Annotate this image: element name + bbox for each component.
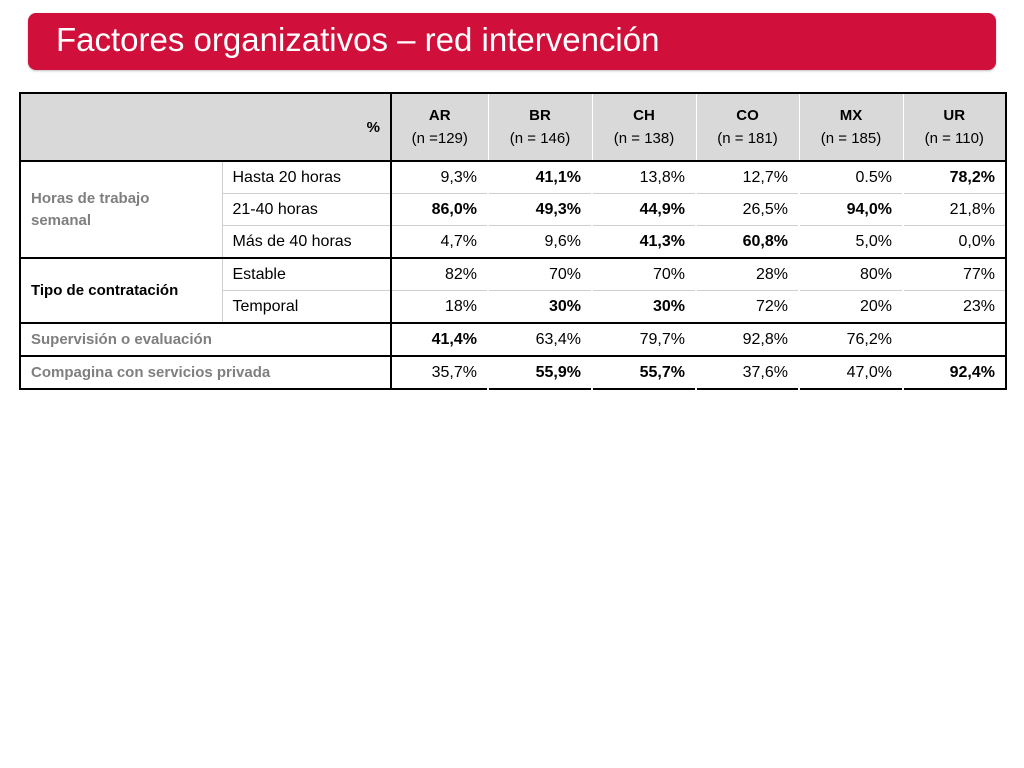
col-code-ch: CH: [592, 93, 696, 124]
row-label: Más de 40 horas: [222, 226, 391, 259]
percent-label: %: [20, 93, 391, 161]
group-label-tipo: Tipo de contratación: [20, 258, 222, 323]
cell-value: 55,9%: [488, 356, 592, 389]
row-label: 21-40 horas: [222, 194, 391, 226]
row-label: Hasta 20 horas: [222, 161, 391, 194]
col-n-ur: (n = 110): [903, 124, 1006, 161]
cell-value: 92,8%: [696, 323, 799, 356]
table-row: [20, 356, 1006, 389]
cell-value: 41,1%: [488, 161, 592, 194]
cell-value: 78,2%: [903, 161, 1006, 194]
cell-value: 77%: [903, 258, 1006, 291]
cell-value: 72%: [696, 291, 799, 324]
cell-value: 70%: [592, 258, 696, 291]
cell-value: 28%: [696, 258, 799, 291]
page-title: Factores organizativos – red intervención: [56, 21, 660, 58]
cell-value: 4,7%: [391, 226, 488, 259]
cell-value: 5,0%: [799, 226, 903, 259]
cell-value: 9,6%: [488, 226, 592, 259]
header-row-codes: [20, 93, 1006, 124]
col-code-co: CO: [696, 93, 799, 124]
cell-value: 80%: [799, 258, 903, 291]
cell-value: 94,0%: [799, 194, 903, 226]
cell-value: 30%: [488, 291, 592, 324]
row-label-supervision: Supervisión o evaluación: [20, 323, 391, 356]
group-label-horas: Horas de trabajo semanal: [20, 161, 222, 258]
cell-value: 30%: [592, 291, 696, 324]
cell-value: 37,6%: [696, 356, 799, 389]
cell-value: 0,0%: [903, 226, 1006, 259]
cell-value: 18%: [391, 291, 488, 324]
row-label-compagina: Compagina con servicios privada: [20, 356, 391, 389]
cell-value: 13,8%: [592, 161, 696, 194]
col-code-ur: UR: [903, 93, 1006, 124]
col-n-br: (n = 146): [488, 124, 592, 161]
cell-value: 21,8%: [903, 194, 1006, 226]
table-row: [20, 323, 1006, 356]
col-code-br: BR: [488, 93, 592, 124]
row-label: Estable: [222, 258, 391, 291]
col-n-ch: (n = 138): [592, 124, 696, 161]
data-table: [19, 92, 1007, 390]
col-n-co: (n = 181): [696, 124, 799, 161]
col-n-mx: (n = 185): [799, 124, 903, 161]
cell-value: 55,7%: [592, 356, 696, 389]
cell-value: 76,2%: [799, 323, 903, 356]
cell-value: 35,7%: [391, 356, 488, 389]
cell-value: 86,0%: [391, 194, 488, 226]
cell-value: 60,8%: [696, 226, 799, 259]
table-row: [20, 258, 1006, 291]
cell-value: 20%: [799, 291, 903, 324]
cell-value: [903, 323, 1006, 356]
cell-value: 44,9%: [592, 194, 696, 226]
cell-value: 0.5%: [799, 161, 903, 194]
cell-value: 12,7%: [696, 161, 799, 194]
cell-value: 23%: [903, 291, 1006, 324]
col-n-ar: (n =129): [391, 124, 488, 161]
cell-value: 26,5%: [696, 194, 799, 226]
cell-value: 41,4%: [391, 323, 488, 356]
cell-value: 9,3%: [391, 161, 488, 194]
cell-value: 82%: [391, 258, 488, 291]
cell-value: 63,4%: [488, 323, 592, 356]
cell-value: 92,4%: [903, 356, 1006, 389]
cell-value: 70%: [488, 258, 592, 291]
cell-value: 47,0%: [799, 356, 903, 389]
cell-value: 41,3%: [592, 226, 696, 259]
row-label: Temporal: [222, 291, 391, 324]
col-code-mx: MX: [799, 93, 903, 124]
col-code-ar: AR: [391, 93, 488, 124]
title-banner: [28, 13, 996, 70]
cell-value: 49,3%: [488, 194, 592, 226]
cell-value: 79,7%: [592, 323, 696, 356]
table-row: [20, 161, 1006, 194]
